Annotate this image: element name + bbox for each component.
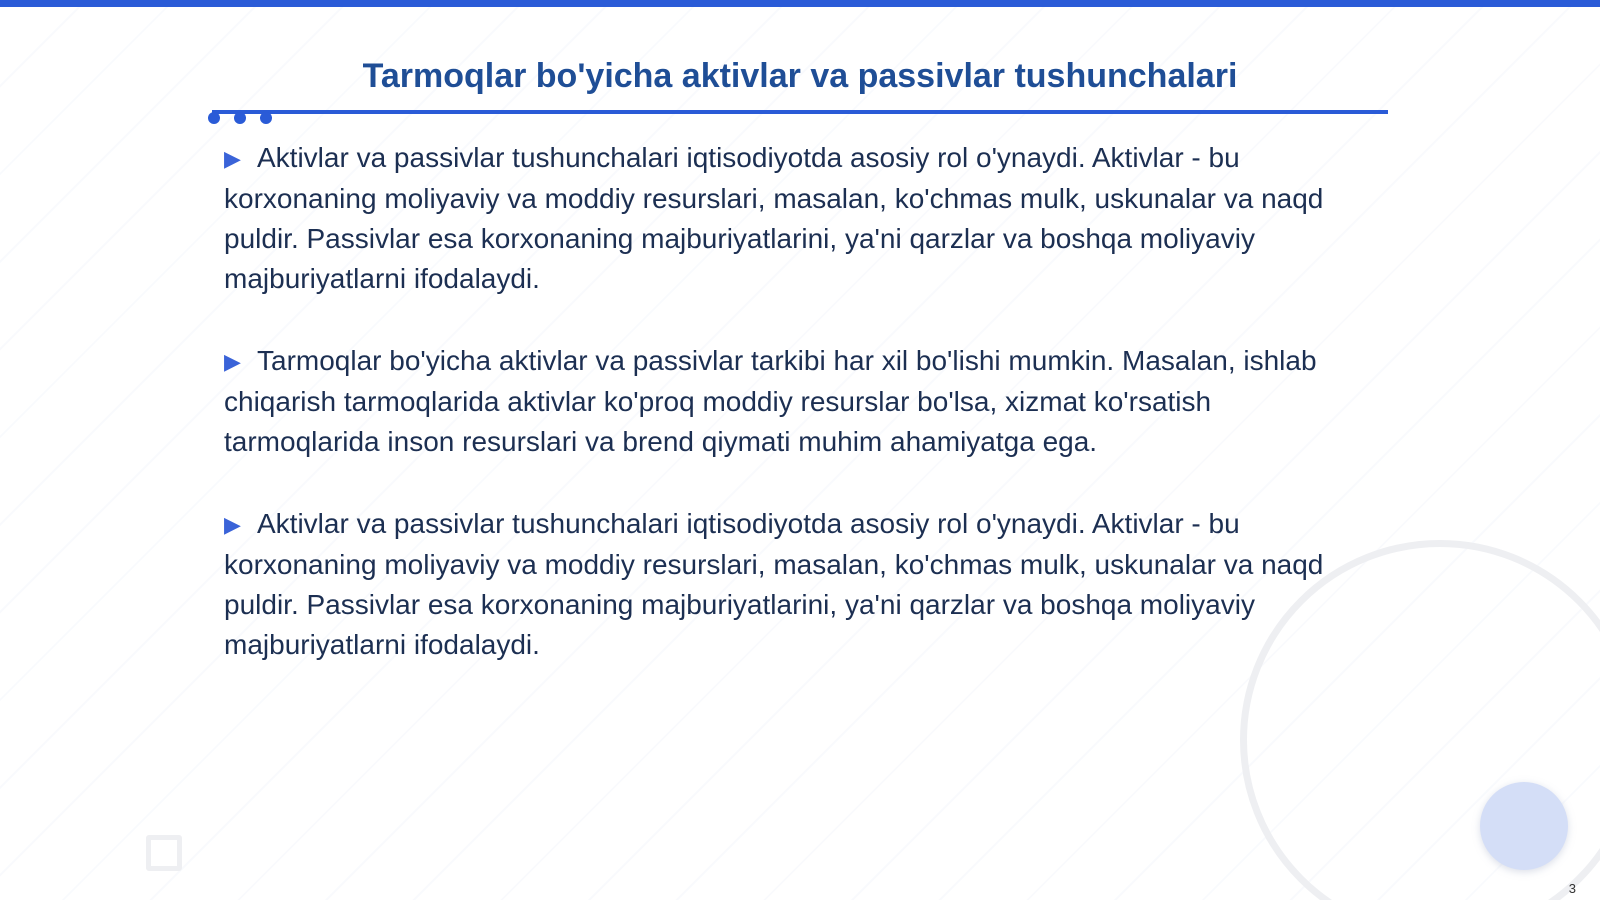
triangle-bullet-icon: ▶ (224, 512, 241, 537)
bullet-list (224, 138, 1354, 707)
bullet-paragraph (224, 341, 1354, 462)
decor-dot (234, 112, 246, 124)
bullet-paragraph (224, 504, 1354, 665)
triangle-bullet-icon: ▶ (224, 146, 241, 171)
title-underline (212, 110, 1388, 114)
slide-title: Tarmoqlar bo'yicha aktivlar va passivlar tushunchalari (362, 57, 1238, 95)
bullet-paragraph (224, 138, 1354, 299)
top-accent-bar (0, 0, 1600, 7)
bullet-text: Aktivlar va passivlar tushunchalari iqtisodiyotda asosiy rol o'ynaydi. Aktivlar - bu korxonaning moliyaviy va moddiy resurslari, masalan, ko'chmas mulk, uskunalar va naqd puldir. Passivlar esa korxonaning majburiyatlarini, ya'ni qarzlar va boshqa moliyaviy majburiyatlarni ifodalaydi. (224, 142, 1324, 294)
page-number: 3 (1568, 881, 1576, 896)
bullet-text: Tarmoqlar bo'yicha aktivlar va passivlar tarkibi har xil bo'lishi mumkin. Masalan, ishlab chiqarish tarmoqlarida aktivlar ko'proq moddiy resurslar bo'lsa, xizmat ko'rsatish tarmoqlarida inson resurslari va brend qiymati muhim ahamiyatga ega. (224, 345, 1317, 457)
bullet-text: Aktivlar va passivlar tushunchalari iqtisodiyotda asosiy rol o'ynaydi. Aktivlar - bu korxonaning moliyaviy va moddiy resurslari, masalan, ko'chmas mulk, uskunalar va naqd puldir. Passivlar esa korxonaning majburiyatlarini, ya'ni qarzlar va boshqa moliyaviy majburiyatlarni ifodalaydi. (224, 508, 1324, 660)
triangle-bullet-icon: ▶ (224, 349, 241, 374)
decor-square (146, 835, 182, 871)
decor-dot (260, 112, 272, 124)
decor-circle (1480, 782, 1568, 870)
decor-dot (208, 112, 220, 124)
